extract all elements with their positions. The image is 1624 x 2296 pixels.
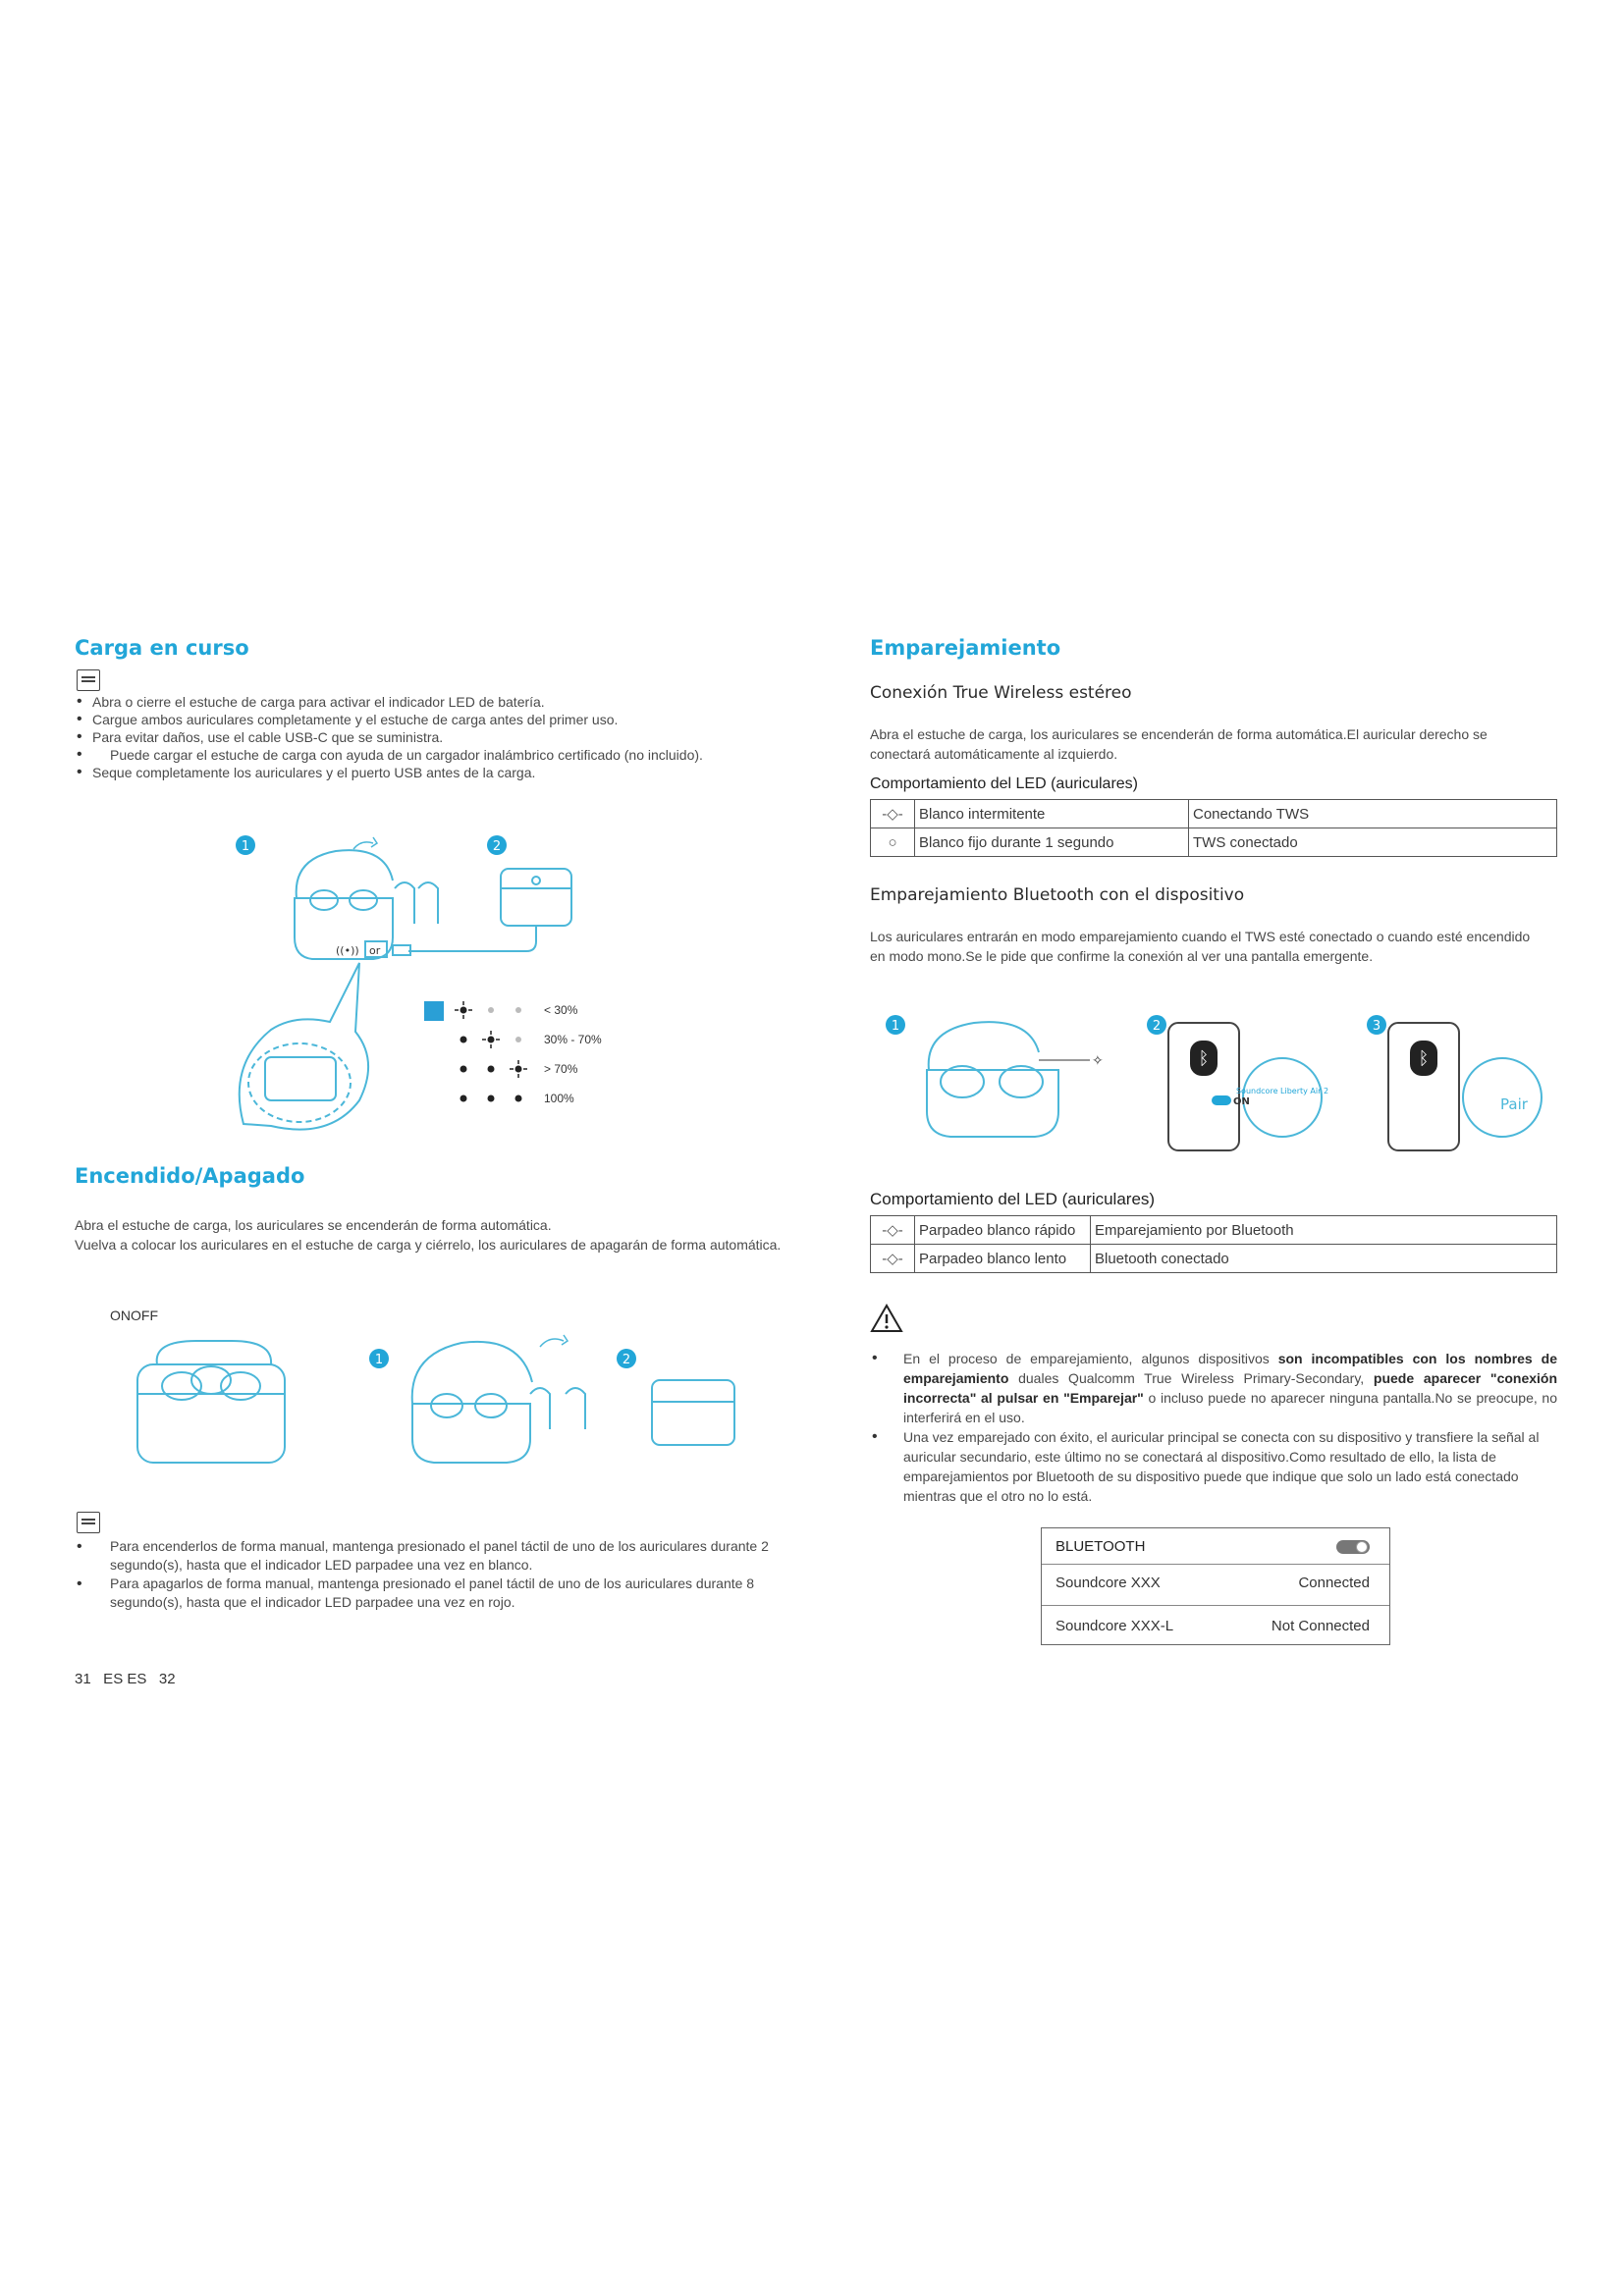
device-status: Connected [1298, 1575, 1370, 1591]
section-title-pairing: Emparejamiento [870, 636, 1061, 660]
bluetooth-icon: ᛒ [1418, 1048, 1430, 1069]
bluetooth-icon: ᛒ [1198, 1048, 1210, 1069]
power-illustration [128, 1325, 766, 1482]
phone-on-label: ON [1233, 1096, 1250, 1107]
solid-light-icon: ○ [871, 828, 915, 857]
list-item [870, 1349, 1557, 1427]
note-icon [77, 1512, 100, 1533]
table-cell: Conectando TWS [1189, 800, 1557, 828]
paragraph-line: Abra el estuche de carga, los auriculares se encenderán de forma automática. [75, 1217, 552, 1233]
bluetooth-device-row[interactable] [1042, 1605, 1389, 1645]
svg-text:✧: ✧ [1092, 1053, 1104, 1069]
toggle-knob [1356, 1541, 1368, 1553]
list-item: • Una vez emparejado con éxito, el auricular principal se conecta con su dispositivo y transfiere la señal al auricular secundario, este último no se conectará al dispositivo.Como resultado de ello, la lista de emparejamientos por Bluetooth de su dispositivo puede que indique que solo un lado está conectado mientras que el otro no lo está. [870, 1427, 1557, 1506]
table-cell: Emparejamiento por Bluetooth [1091, 1216, 1557, 1245]
phone-device-label: Soundcore Liberty Air 2 [1235, 1087, 1329, 1095]
bluetooth-toggle[interactable] [1336, 1540, 1370, 1554]
warning-list [870, 1349, 1557, 1506]
step-badge: 3 [1372, 1019, 1381, 1034]
list-item: • Para encenderlos de forma manual, mantenga presionado el panel táctil de uno de los auriculares durante 2 segundo(s), hasta que el indicador LED parpadee una vez en blanco. [75, 1537, 782, 1575]
led-table-title: Comportamiento del LED (auriculares) [870, 1190, 1156, 1208]
note-icon [77, 669, 100, 691]
step-badge: 1 [241, 839, 250, 854]
list-item: • Abra o cierre el estuche de carga para activar el indicador LED de batería. [75, 693, 772, 711]
led-table-bt [870, 1215, 1557, 1273]
page-footer: 31 ES ES 32 [75, 1671, 176, 1687]
table-cell: TWS conectado [1189, 828, 1557, 857]
battery-level-label: 30% - 70% [544, 1033, 602, 1046]
text-run-bold: son incompatibles con los nombres de emparejamiento [903, 1351, 1557, 1386]
subtitle-bt-pairing: Emparejamiento Bluetooth con el dispositivo [870, 885, 1245, 905]
onoff-label: ONOFF [110, 1308, 158, 1323]
text-run: En el proceso de emparejamiento, algunos dispositivos [903, 1351, 1270, 1366]
text-run: o incluso puede no aparecer ninguna pantalla.No se preocupe, no interferirá en el uso. [903, 1390, 1557, 1425]
charging-notes-list [75, 693, 772, 781]
bluetooth-device-row[interactable] [1042, 1564, 1389, 1604]
step-badge: 2 [622, 1353, 631, 1367]
led-table-tws [870, 799, 1557, 857]
step-badge: 1 [374, 1353, 384, 1367]
paragraph-line: Vuelva a colocar los auriculares en el estuche de carga y ciérrelo, los auriculares de apagarán de forma automática. [75, 1237, 782, 1253]
table-cell: Bluetooth conectado [1091, 1245, 1557, 1273]
list-item: • Para evitar daños, use el cable USB-C que se suministra. [75, 728, 772, 746]
step-badge: 2 [492, 839, 502, 854]
step-badge: 2 [1152, 1019, 1162, 1034]
table-cell: Parpadeo blanco lento [915, 1245, 1091, 1273]
pairing-illustration [874, 1011, 1561, 1158]
blink-icon: -◇- [871, 800, 915, 828]
charging-illustration [226, 829, 638, 1144]
subtitle-tws: Conexión True Wireless estéreo [870, 683, 1132, 703]
table-row [871, 1216, 1557, 1245]
blink-slow-icon: -◇- [871, 1245, 915, 1273]
section-title-power: Encendido/Apagado [75, 1164, 305, 1188]
bt-paragraph: Los auriculares entrarán en modo emparejamiento cuando el TWS esté conectado o cuando esté encendido en modo mono.Se le pide que confirme la conexión al ver una pantalla emergente. [870, 929, 1531, 964]
led-table-title: Comportamiento del LED (auriculares) [870, 775, 1138, 792]
table-row [871, 800, 1557, 828]
wireless-icon: ((•)) [336, 944, 359, 957]
tws-paragraph: Abra el estuche de carga, los auriculares se encenderán de forma automática.El auricular derecho se conectará automáticamente al izquierdo. [870, 726, 1488, 762]
list-item: • Cargue ambos auriculares completamente y el estuche de carga antes del primer uso. [75, 711, 772, 728]
table-row [871, 1245, 1557, 1273]
table-cell: Parpadeo blanco rápido [915, 1216, 1091, 1245]
device-name: Soundcore XXX-L [1056, 1618, 1174, 1634]
list-item: • Para apagarlos de forma manual, mantenga presionado el panel táctil de uno de los auriculares durante 8 segundo(s), hasta que el indicador LED parpadee una vez en rojo. [75, 1575, 782, 1612]
battery-level-label: < 30% [544, 1003, 578, 1017]
blink-fast-icon: -◇- [871, 1216, 915, 1245]
table-cell: Blanco fijo durante 1 segundo [915, 828, 1189, 857]
list-item: • Seque completamente los auriculares y el puerto USB antes de la carga. [75, 764, 772, 781]
bluetooth-device-list [1041, 1527, 1390, 1645]
power-notes-list [75, 1537, 782, 1612]
battery-level-label: 100% [544, 1092, 574, 1105]
table-row [871, 828, 1557, 857]
battery-icon [424, 1001, 444, 1021]
text-run-bold: puede aparecer "conexión incorrecta" al pulsar en "Emparejar" [903, 1370, 1558, 1406]
step-badge: 1 [891, 1019, 900, 1034]
device-status: Not Connected [1271, 1618, 1370, 1634]
pair-button-label: Pair [1500, 1095, 1528, 1113]
or-label: or [369, 944, 381, 957]
text-run: duales Qualcomm True Wireless Primary-Secondary, [1018, 1370, 1365, 1386]
device-name: Soundcore XXX [1056, 1575, 1161, 1591]
list-item: • Puede cargar el estuche de carga con ayuda de un cargador inalámbrico certificado (no incluido). [75, 746, 772, 764]
bluetooth-header: BLUETOOTH [1056, 1538, 1146, 1555]
warning-icon [870, 1304, 903, 1333]
table-cell: Blanco intermitente [915, 800, 1189, 828]
battery-level-label: > 70% [544, 1062, 578, 1076]
section-title-charging: Carga en curso [75, 636, 249, 660]
power-paragraph [75, 1215, 782, 1255]
